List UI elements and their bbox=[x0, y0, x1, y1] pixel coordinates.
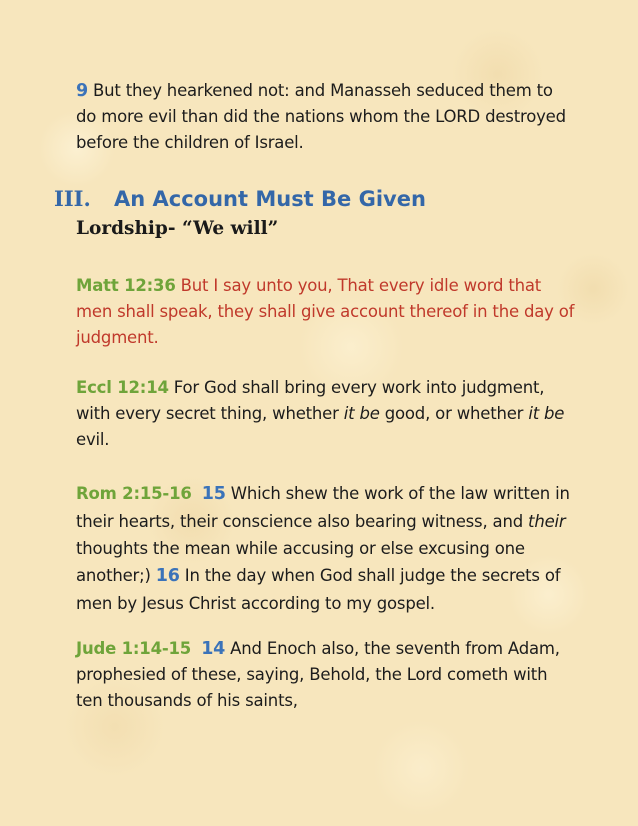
scripture-text: thoughts the mean while accusing or else excusing one another;) bbox=[76, 539, 525, 585]
verse-number: 15 bbox=[201, 484, 226, 504]
section-numeral: III. bbox=[54, 186, 91, 211]
scripture-reference: Rom 2:15-16 bbox=[76, 484, 192, 503]
rom-paragraph bbox=[76, 480, 576, 617]
scripture-text: For God shall bring every work into judgment, with every secret thing, whether bbox=[76, 378, 545, 423]
scripture-text: In the day when God shall judge the secrets of men by Jesus Christ according to my gospel. bbox=[76, 566, 561, 613]
section-heading bbox=[54, 186, 426, 211]
verse-number: 9 bbox=[76, 81, 88, 101]
verse-text: But they hearkened not: and Manasseh seduced them to do more evil than did the nations whom the LORD destroyed before the children of Israel. bbox=[76, 81, 566, 152]
italic-text: it be bbox=[343, 404, 380, 423]
verse-number: 14 bbox=[201, 639, 226, 659]
verse-number: 16 bbox=[155, 566, 180, 586]
scripture-text: evil. bbox=[76, 430, 110, 449]
scripture-text: And Enoch also, the seventh from Adam, prophesied of these, saying, Behold, the Lord cometh with ten thousands of his saints, bbox=[76, 639, 560, 710]
italic-text: it be bbox=[528, 404, 565, 423]
matt-paragraph bbox=[76, 273, 576, 351]
scripture-text: Which shew the work of the law written in their hearts, their conscience also bearing witness, and bbox=[76, 484, 570, 531]
italic-text: their bbox=[528, 512, 566, 531]
eccl-paragraph bbox=[76, 375, 576, 453]
scripture-reference: Jude 1:14-15 bbox=[76, 639, 192, 658]
scripture-reference: Matt 12:36 bbox=[76, 276, 176, 295]
jude-paragraph bbox=[76, 636, 576, 714]
verse-9-paragraph bbox=[76, 78, 576, 156]
section-title: An Account Must Be Given bbox=[114, 187, 426, 211]
scripture-text: good, or whether bbox=[379, 404, 529, 423]
scripture-reference: Eccl 12:14 bbox=[76, 378, 169, 397]
section-subheading: Lordship- “We will” bbox=[76, 218, 279, 239]
scripture-text: But I say unto you, That every idle word that men shall speak, they shall give account thereof in the day of judgment. bbox=[76, 276, 575, 347]
